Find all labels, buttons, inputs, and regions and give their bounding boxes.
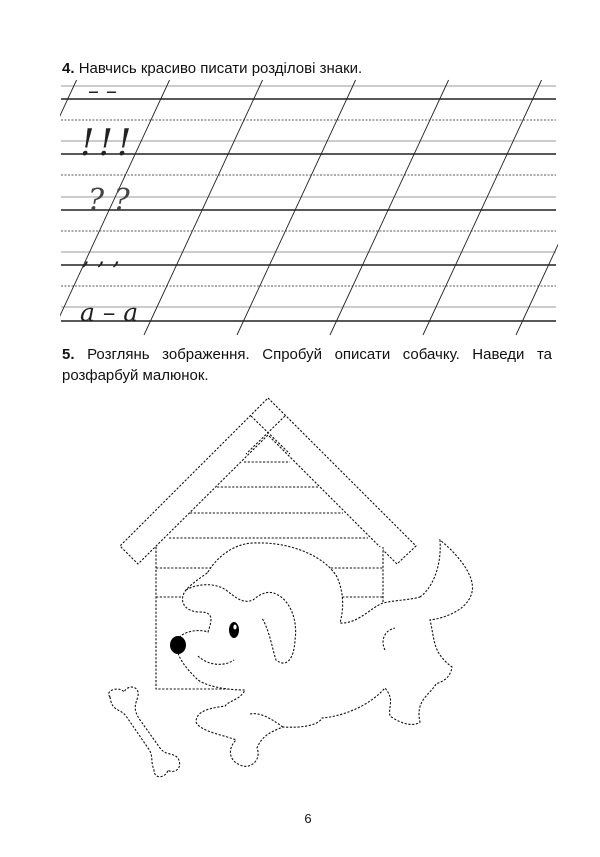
sample-comma: , , , (82, 242, 121, 270)
dog (176, 540, 472, 766)
sample-dash: – – (88, 79, 117, 104)
dog-nose (170, 636, 186, 654)
bone (109, 687, 180, 777)
roof-ridge (246, 416, 290, 454)
roof (120, 398, 416, 564)
gable-boards (169, 462, 368, 538)
task-text: Навчись красиво писати розділові знаки. (78, 60, 363, 77)
dog-eye-highlight (233, 625, 236, 630)
task-number: 4. (62, 60, 75, 77)
sample-a-dash-a: a – a (80, 298, 139, 327)
sample-question: ? ? (88, 183, 130, 218)
dog-eye (229, 622, 239, 638)
task-text: Розглянь зображення. Спробуй описати собачку. Наведи та розфарбуй малюнок. (62, 346, 553, 384)
sample-exclamation: !!! (80, 123, 136, 164)
task-number: 5. (62, 346, 75, 363)
page-number: 6 (304, 811, 312, 826)
